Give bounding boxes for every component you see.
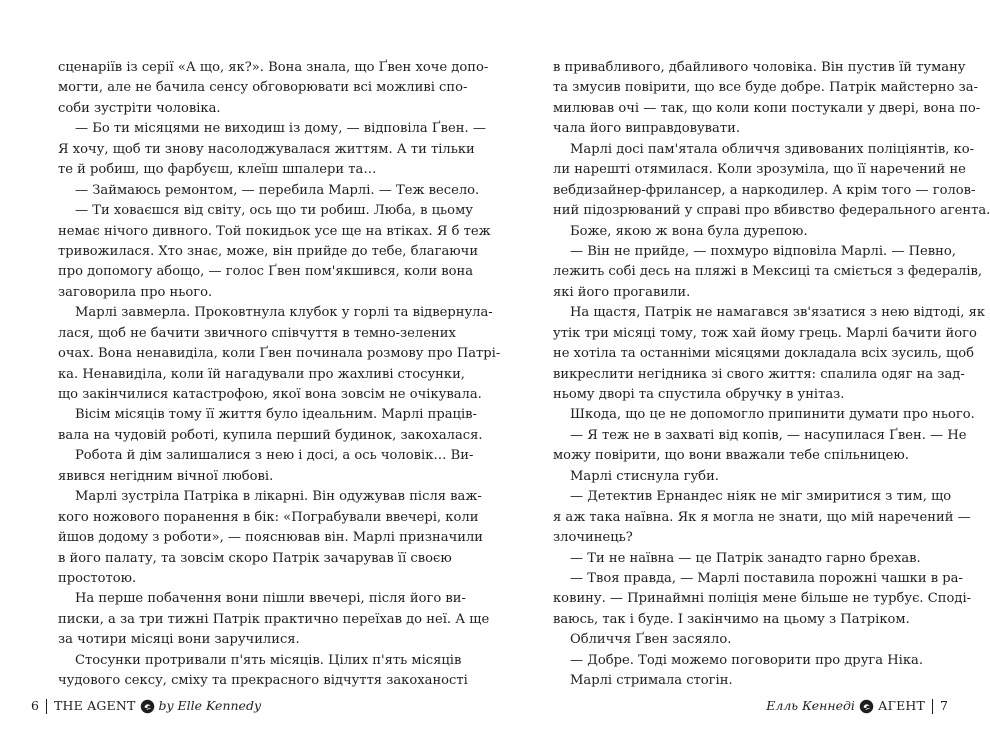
text-line: що закінчилися катастрофою, якої вона зовсім не очікувала.: [58, 387, 482, 402]
left-page: [58, 58, 501, 692]
page-number: 7: [940, 698, 948, 713]
text-line: — Він не прийде, — похмуро відповіла Марлі. — Певно,: [570, 243, 956, 259]
text-line: тривожилася. Хто знає, може, він прийде до тебе, благаючи: [58, 243, 479, 259]
text-line: заговорила про нього.: [58, 284, 213, 300]
text-line: можу повірити, що вони вважали тебе спільницею.: [553, 448, 909, 464]
rose-logo-icon: [859, 699, 874, 714]
text-line: простотою.: [58, 570, 137, 586]
text-line: — Бо ти місяцями не виходиш із дому, — відповіла Ґвен. —: [75, 121, 486, 137]
text-line: чудового сексу, сміху та прекрасного відчуття закоханості: [58, 673, 468, 689]
text-line: ли нарешті отямилася. Коли зрозуміла, що її наречений не: [553, 162, 966, 178]
text-line: Шкода, що це не допомогло припинити думати про нього.: [570, 407, 975, 423]
text-line: Марлі стримала стогін.: [570, 673, 733, 689]
text-line: та змусив повірити, що все буде добре. Патрік майстерно за-: [553, 80, 979, 96]
text-line: Робота й дім залишалися з нею і досі, а ось чоловік… Ви-: [75, 448, 474, 464]
right-page: [553, 58, 990, 692]
text-line: чала його виправдовувати.: [553, 121, 740, 137]
book-title: АГЕНТ: [877, 698, 926, 713]
text-line: явився негідним вічної любові.: [58, 468, 274, 484]
text-line: злочинець?: [553, 530, 633, 546]
right-page-footer: [766, 697, 948, 715]
page-number: 6: [31, 698, 39, 713]
text-line: я аж така наївна. Як я могла не знати, що мій наречений —: [553, 509, 971, 525]
text-line: Марлі завмерла. Проковтнула клубок у горлі та відвернула-: [75, 305, 493, 321]
book-author: Елль Кеннеді: [766, 698, 855, 713]
text-line: Марлі зустріла Патріка в лікарні. Він одужував після важ-: [75, 489, 482, 505]
text-line: про допомогу абощо, — голос Ґвен пом'якшився, коли вона: [58, 264, 474, 280]
text-line: немає нічого дивного. Той покидьок усе ще на втіках. Я б теж: [58, 223, 491, 239]
text-line: в його палату, та зовсім скоро Патрік зачарував її своєю: [58, 550, 452, 566]
text-line: милював очі — так, що коли копи постукали у двері, вона по-: [553, 100, 981, 116]
text-line: На перше побачення вони пішли ввечері, після його ви-: [75, 591, 466, 607]
text-line: — Твоя правда, — Марлі поставила порожні чашки в ра-: [570, 570, 963, 586]
text-line: соби зустріти чоловіка.: [58, 100, 221, 116]
footer-divider: [932, 699, 933, 714]
book-author: by Elle Kennedy: [158, 698, 262, 713]
text-line: утік три місяці тому, тож хай йому грець. Марлі бачити його: [553, 325, 977, 341]
text-line: в привабливого, дбайливого чоловіка. Він пустив їй туману: [553, 60, 966, 75]
text-line: очах. Вона ненавиділа, коли Ґвен починала розмову про Патрі-: [58, 346, 501, 362]
text-line: Марлі стиснула губи.: [570, 468, 719, 484]
text-line: Обличчя Ґвен засяяло.: [570, 632, 732, 648]
text-line: На щастя, Патрік не намагався зв'язатися з нею відтоді, як: [570, 305, 986, 321]
text-line: за чотири місяці вони заручилися.: [58, 632, 300, 648]
left-page-footer: [31, 697, 261, 715]
text-line: йшов додому з роботи», — пояснював він. Марлі призначили: [58, 530, 484, 546]
text-line: які його прогавили.: [553, 284, 691, 300]
text-line: ковину. — Принаймні поліція мене більше не турбує. Споді-: [553, 591, 972, 607]
text-line: те й робиш, що фарбуєш, клеїш шпалери та…: [58, 162, 377, 178]
text-line: Стосунки протривали п'ять місяців. Цілих п'ять місяців: [75, 652, 462, 668]
text-line: — Детектив Ернандес ніяк не міг змиритися з тим, що: [570, 489, 952, 505]
text-line: — Я теж не в захваті від копів, — насупилася Ґвен. — Не: [570, 427, 967, 443]
text-line: Марлі досі пам'ятала обличчя здивованих поліціянтів, ко-: [570, 141, 975, 157]
text-line: — Займаюсь ремонтом, — перебила Марлі. — Теж весело.: [75, 182, 480, 198]
text-line: сценаріїв із серії «А що, як?». Вона знала, що Ґвен хоче допо-: [58, 60, 489, 75]
rose-logo-icon: [140, 699, 155, 714]
text-line: вебдизайнер-фрилансер, а наркодилер. А крім того — голов-: [553, 182, 976, 198]
book-title: THE AGENT: [53, 698, 136, 713]
footer-divider: [46, 699, 47, 714]
text-line: вала на чудовій роботі, купила перший будинок, закохалася.: [58, 427, 483, 443]
text-line: писки, а за три тижні Патрік практично переїхав до неї. А ще: [58, 611, 490, 627]
text-line: — Ти ховаєшся від світу, ось що ти робиш. Люба, в цьому: [75, 203, 473, 219]
text-line: Вісім місяців тому її життя було ідеальним. Марлі праців-: [75, 407, 477, 423]
text-line: — Ти не наївна — це Патрік занадто гарно брехав.: [570, 550, 921, 566]
text-line: викреслити негідника зі свого життя: спалила одяг на зад-: [553, 366, 965, 382]
text-line: не хотіла та останніми місяцями докладала всіх зусиль, щоб: [553, 346, 975, 362]
text-line: лася, щоб не бачити звичного співчуття в темно-зелених: [58, 325, 456, 341]
text-line: лежить собі десь на пляжі в Мексиці та сміється з федералів,: [553, 264, 983, 280]
text-line: — Добре. Тоді можемо поговорити про друга Ніка.: [570, 652, 923, 668]
text-line: могти, але не бачила сенсу обговорювати всі можливі спо-: [58, 80, 468, 96]
text-line: кого ножового поранення в бік: «Пограбували ввечері, коли: [58, 509, 479, 525]
text-line: Боже, якою ж вона була дурепою.: [570, 223, 808, 239]
text-line: ваюсь, так і буде. І закінчимо на цьому з Патріком.: [553, 611, 910, 627]
text-line: ка. Ненавиділа, коли їй нагадували про жахливі стосунки,: [58, 366, 465, 382]
text-line: Я хочу, щоб ти знову насолоджувалася життям. А ти тільки: [58, 141, 475, 157]
text-line: ньому дворі та спустила обручку в унітаз.: [553, 387, 845, 402]
text-line: ний підозрюваний у справі про вбивство федерального агента.: [553, 203, 990, 219]
